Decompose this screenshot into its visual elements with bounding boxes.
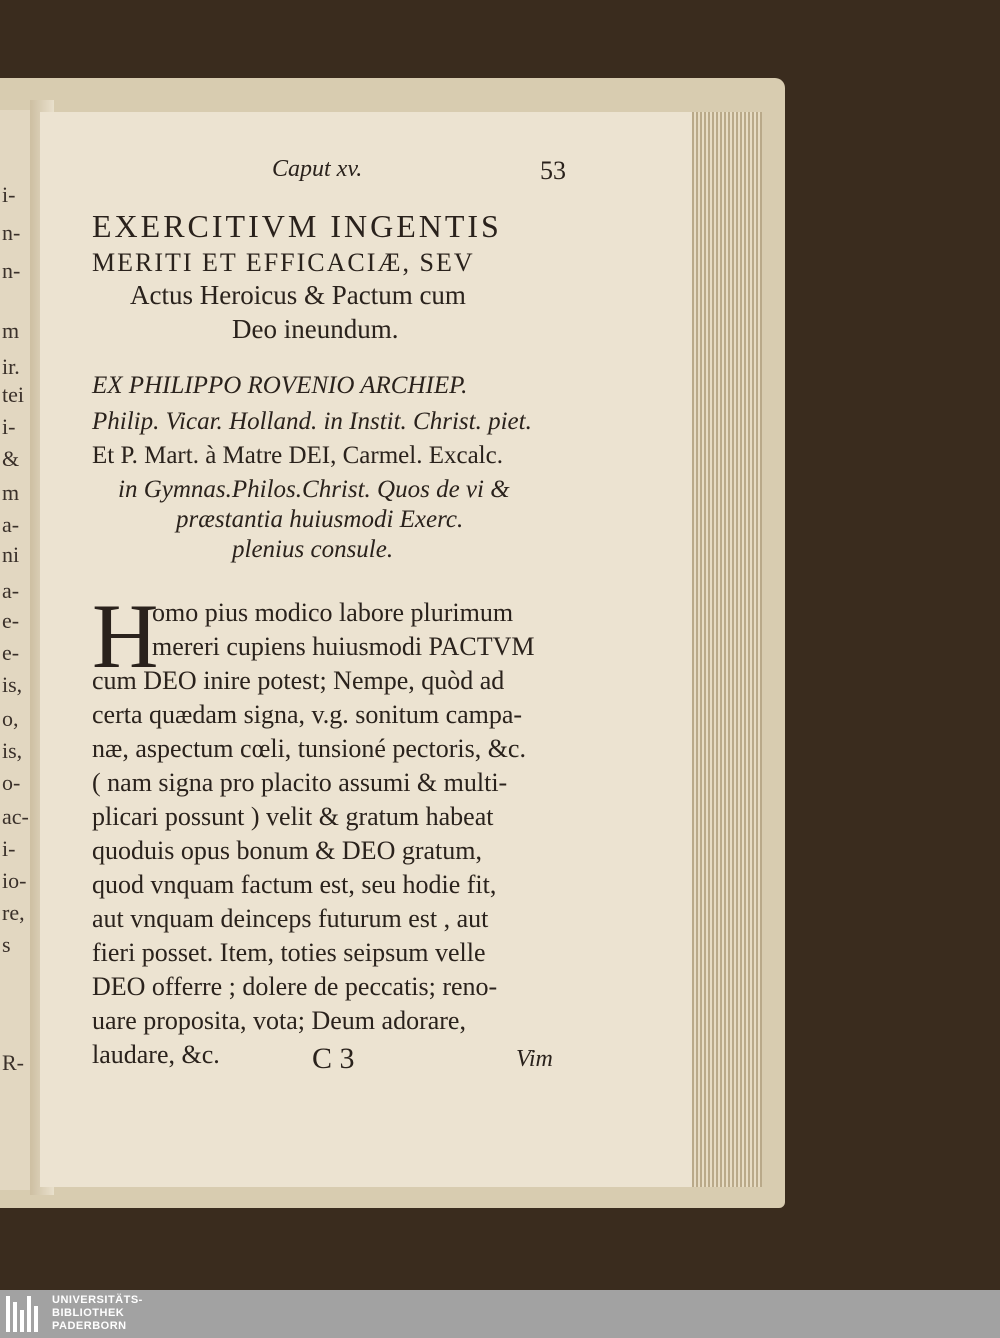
left-fragment: o, bbox=[2, 706, 19, 731]
source-line: Et P. Mart. à Matre DEI, Carmel. Excalc. bbox=[92, 442, 503, 469]
left-fragment: is, bbox=[2, 672, 23, 697]
left-fragment: is, bbox=[2, 738, 23, 763]
left-fragment: i- bbox=[2, 836, 16, 861]
left-fragment: tei bbox=[2, 382, 24, 407]
logo-text-line: UNIVERSITÄTS- bbox=[52, 1294, 143, 1306]
body-line: laudare, &c. bbox=[92, 1040, 220, 1069]
catchword: Vim bbox=[516, 1046, 553, 1072]
title-line: Deo ineundum. bbox=[232, 314, 399, 344]
left-fragment: a- bbox=[2, 578, 20, 603]
source-line: præstantia huiusmodi Exerc. bbox=[176, 506, 464, 533]
drop-cap: H bbox=[92, 585, 159, 687]
left-fragment: e- bbox=[2, 640, 20, 665]
left-fragment: m bbox=[2, 480, 20, 505]
title-line: Actus Heroicus & Pactum cum bbox=[130, 280, 466, 310]
body-line: DEO offerre ; dolere de peccatis; reno- bbox=[92, 972, 498, 1001]
left-fragment: n- bbox=[2, 258, 21, 283]
source-line: plenius consule. bbox=[232, 536, 394, 563]
left-fragment: i- bbox=[2, 414, 16, 439]
left-fragment: & bbox=[2, 446, 20, 471]
running-header: Caput xv. bbox=[272, 156, 363, 182]
left-fragment: n- bbox=[2, 220, 21, 245]
body-line: quod vnquam factum est, seu hodie fit, bbox=[92, 870, 497, 899]
left-fragment: s bbox=[2, 932, 11, 957]
logo-text-line: BIBLIOTHEK bbox=[52, 1307, 125, 1319]
body-line: cum DEO inire potest; Nempe, quòd ad bbox=[92, 666, 505, 695]
left-fragment: e- bbox=[2, 608, 20, 633]
body-line: quoduis opus bonum & DEO gratum, bbox=[92, 836, 482, 865]
left-fragment: ni bbox=[2, 542, 20, 567]
left-fragment: m bbox=[2, 318, 20, 343]
title-line: EXERCITIVM INGENTIS bbox=[92, 208, 502, 244]
body-line: omo pius modico labore plurimum bbox=[152, 598, 514, 627]
left-fragment: ir. bbox=[2, 354, 20, 379]
body-line: certa quædam signa, v.g. sonitum campa- bbox=[92, 700, 523, 729]
body-line: mereri cupiens huiusmodi PACTVM bbox=[152, 632, 535, 661]
page-edges bbox=[692, 112, 762, 1187]
title-line: MERITI ET EFFICACIÆ, SEV bbox=[92, 248, 475, 277]
body-line: ( nam signa pro placito assumi & multi- bbox=[92, 768, 508, 797]
body-line: uare proposita, vota; Deum adorare, bbox=[92, 1006, 466, 1035]
left-fragment: re, bbox=[2, 900, 25, 925]
signature-mark: C 3 bbox=[312, 1042, 355, 1075]
left-fragment: io- bbox=[2, 868, 27, 893]
body-line: aut vnquam deinceps futurum est , aut bbox=[92, 904, 489, 933]
body-line: næ, aspectum cœli, tunsioné pectoris, &c. bbox=[92, 734, 526, 763]
left-fragment: i- bbox=[2, 182, 16, 207]
source-line: EX PHILIPPO ROVENIO ARCHIEP. bbox=[92, 372, 468, 399]
footer-bar bbox=[0, 1290, 1000, 1338]
logo-text-line: PADERBORN bbox=[52, 1320, 127, 1332]
source-line: Philip. Vicar. Holland. in Instit. Christ. piet. bbox=[92, 408, 532, 435]
left-fragment: o- bbox=[2, 770, 21, 795]
body-line: plicari possunt ) velit & gratum habeat bbox=[92, 802, 494, 831]
body-line: fieri posset. Item, toties seipsum velle bbox=[92, 938, 486, 967]
source-line: in Gymnas.Philos.Christ. Quos de vi & bbox=[118, 476, 510, 503]
page-number: 53 bbox=[540, 156, 566, 185]
left-fragment: a- bbox=[2, 512, 20, 537]
left-fragment: ac- bbox=[2, 804, 29, 829]
left-fragment: R- bbox=[2, 1050, 24, 1075]
